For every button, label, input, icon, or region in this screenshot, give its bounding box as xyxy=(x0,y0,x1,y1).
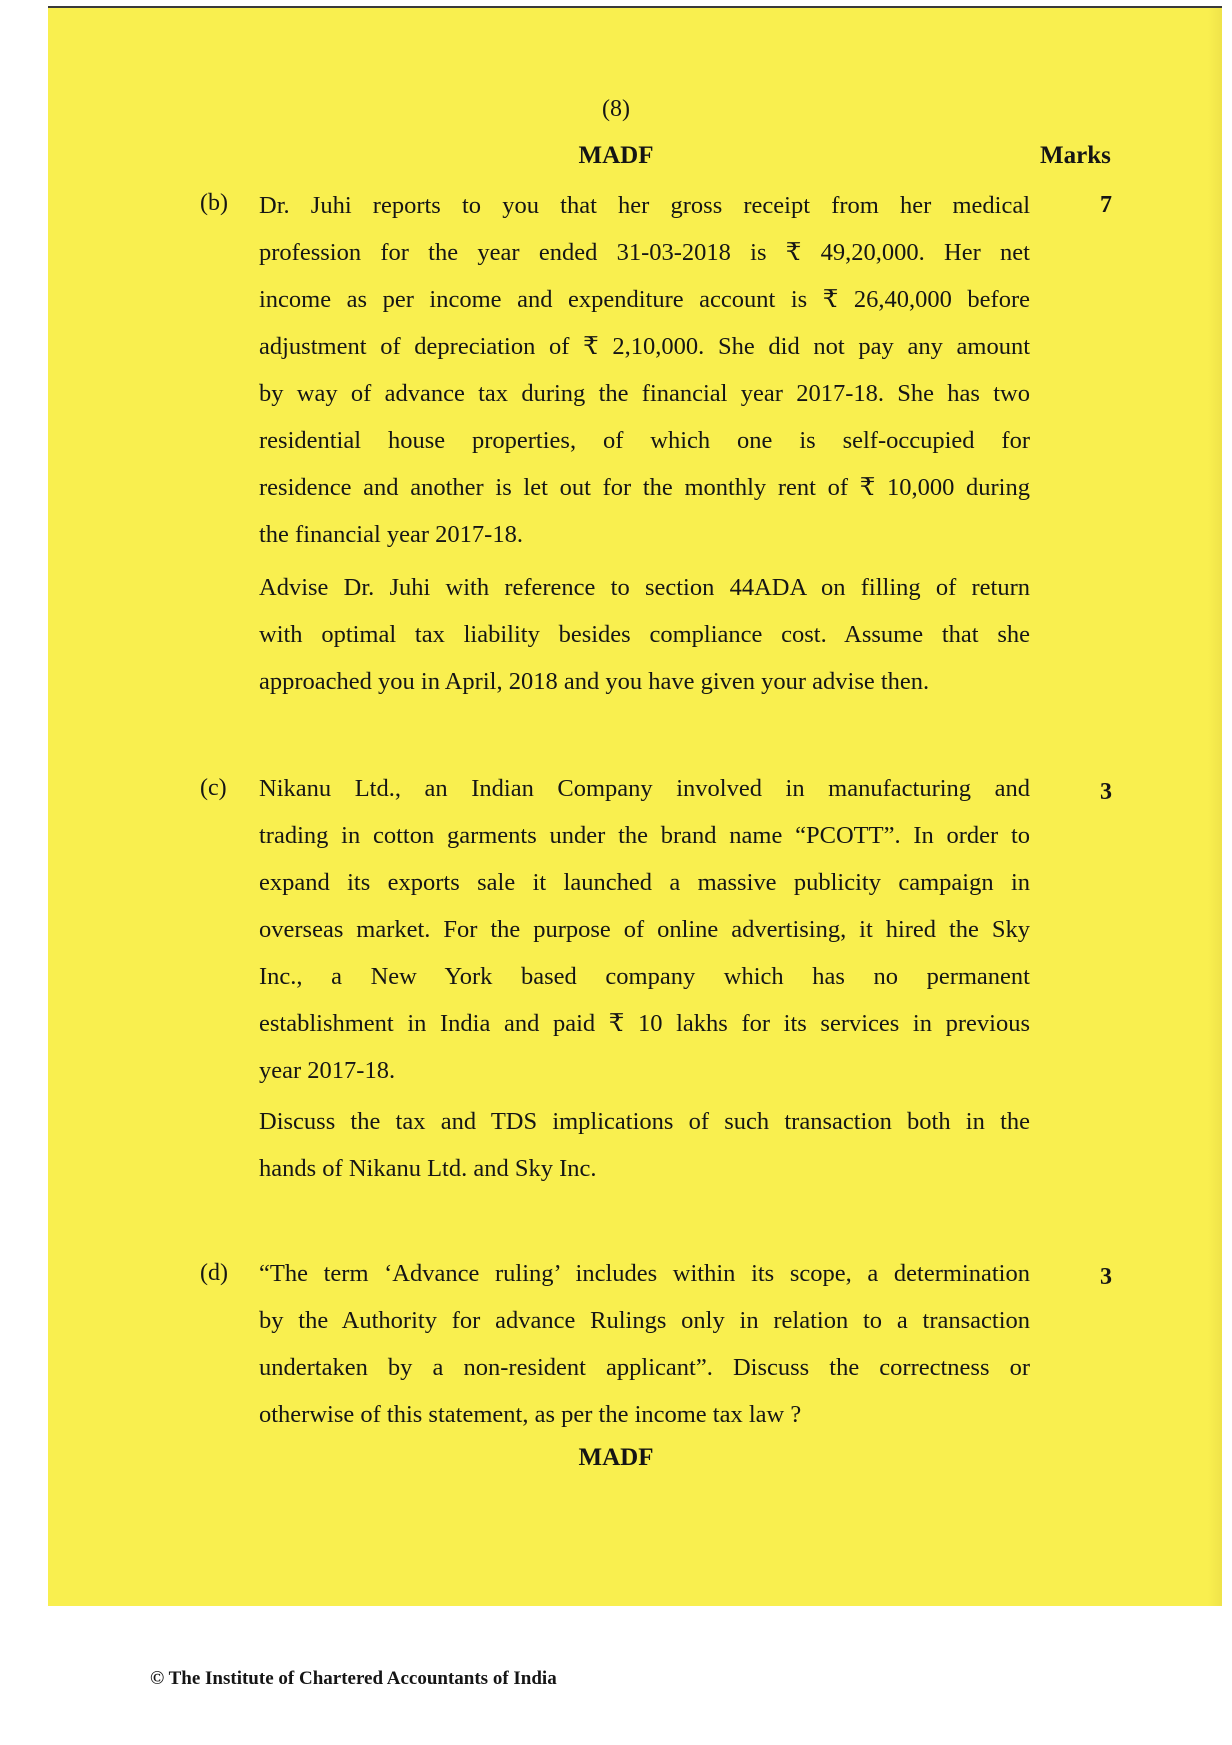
question-marks-b: 7 xyxy=(1100,192,1112,218)
text-line: Advise Dr. Juhi with reference to section 44ADA on filling of return xyxy=(259,574,1030,601)
text-line: Nikanu Ltd., an Indian Company involved in manufacturing and xyxy=(259,775,1030,802)
text-line: year 2017-18. xyxy=(259,1057,396,1084)
text-line: hands of Nikanu Ltd. and Sky Inc. xyxy=(259,1155,597,1182)
text-line: trading in cotton garments under the brand name “PCOTT”. In order to xyxy=(259,822,1030,849)
text-line: residence and another is let out for the monthly rent of ₹ 10,000 during xyxy=(259,474,1030,501)
text-line: undertaken by a non-resident applicant”. Discuss the correctness or xyxy=(259,1354,1030,1381)
text-line: by the Authority for advance Rulings only in relation to a transaction xyxy=(259,1307,1030,1334)
text-line: overseas market. For the purpose of online advertising, it hired the Sky xyxy=(259,916,1030,943)
question-label-d: (d) xyxy=(200,1260,228,1286)
page-edge xyxy=(1208,8,1222,1606)
text-line: with optimal tax liability besides compliance cost. Assume that she xyxy=(259,621,1030,648)
text-line: Discuss the tax and TDS implications of such transaction both in the xyxy=(259,1108,1030,1135)
text-line: by way of advance tax during the financial year 2017-18. She has two xyxy=(259,380,1030,407)
text-line: Inc., a New York based company which has no permanent xyxy=(259,963,1030,990)
text-line: the financial year 2017-18. xyxy=(259,521,523,548)
marks-column-heading: Marks xyxy=(1040,142,1111,169)
text-line: Dr. Juhi reports to you that her gross receipt from her medical xyxy=(259,192,1030,219)
text-line: establishment in India and paid ₹ 10 lakhs for its services in previous xyxy=(259,1010,1030,1037)
text-line: approached you in April, 2018 and you have given your advise then. xyxy=(259,668,930,695)
copyright-notice: © The Institute of Chartered Accountants of India xyxy=(150,1668,557,1689)
question-marks-c: 3 xyxy=(1100,779,1112,805)
question-d-paragraph-1 xyxy=(259,1250,1030,1438)
question-b-paragraph-2 xyxy=(259,564,1030,705)
text-line: otherwise of this statement, as per the income tax law ? xyxy=(259,1401,802,1428)
text-line: expand its exports sale it launched a massive publicity campaign in xyxy=(259,869,1030,896)
question-c-paragraph-2 xyxy=(259,1098,1030,1192)
question-label-c: (c) xyxy=(200,775,227,801)
page-number: (8) xyxy=(602,96,630,122)
text-line: residential house properties, of which one is self-occupied for xyxy=(259,427,1030,454)
text-line: profession for the year ended 31-03-2018 is ₹ 49,20,000. Her net xyxy=(259,239,1030,266)
text-line: income as per income and expenditure account is ₹ 26,40,000 before xyxy=(259,286,1030,313)
question-c-paragraph-1 xyxy=(259,765,1030,1094)
text-line: adjustment of depreciation of ₹ 2,10,000. She did not pay any amount xyxy=(259,333,1030,360)
page-footer-code: MADF xyxy=(578,1444,654,1471)
question-label-b: (b) xyxy=(200,190,228,216)
page-header-code: MADF xyxy=(578,142,654,169)
question-b-paragraph-1 xyxy=(259,182,1030,558)
question-marks-d: 3 xyxy=(1100,1264,1112,1290)
text-line: “The term ‘Advance ruling’ includes within its scope, a determination xyxy=(259,1260,1030,1287)
